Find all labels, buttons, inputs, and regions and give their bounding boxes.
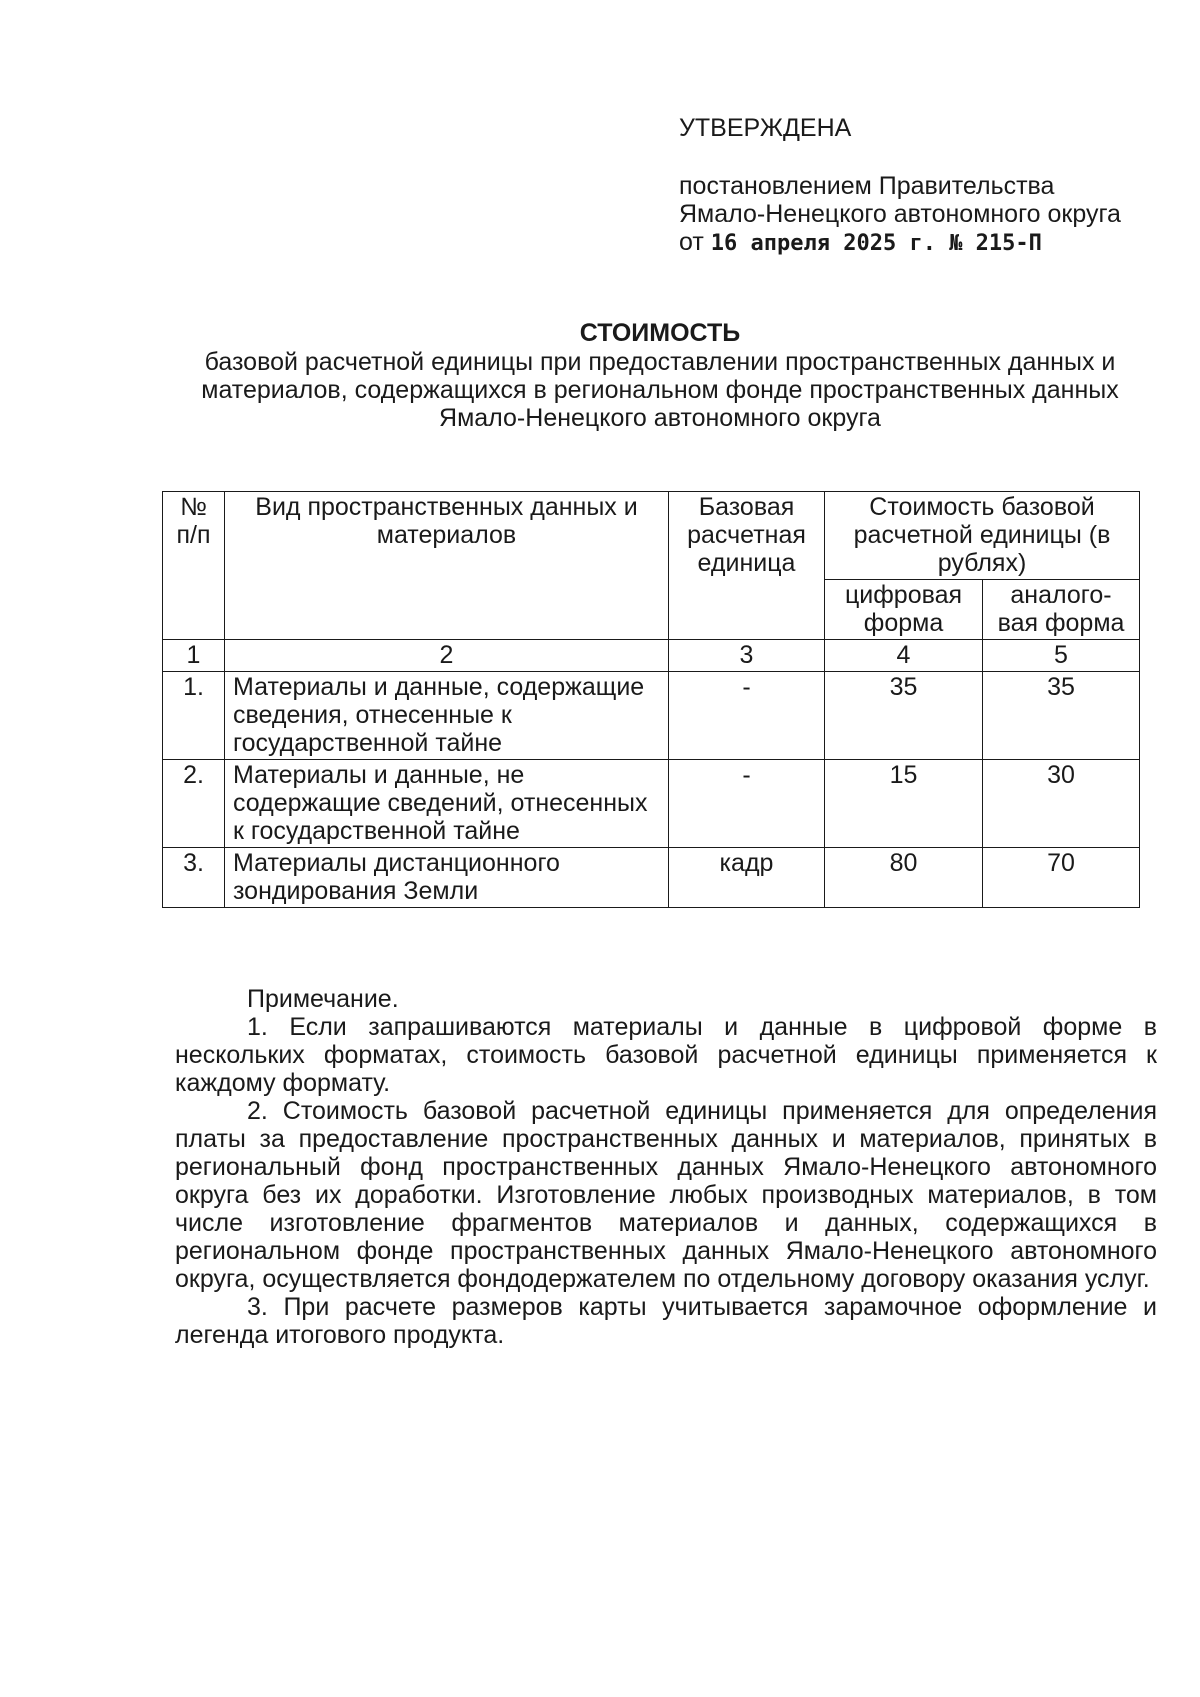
row-unit: кадр xyxy=(669,848,825,908)
title-line-1: базовой расчетной единицы при предоставлении пространственных данных и xyxy=(204,348,1116,376)
title-line-2: материалов, содержащихся в региональном фонде пространственных данных xyxy=(201,376,1119,404)
row-analog: 35 xyxy=(983,672,1140,760)
row-digital: 35 xyxy=(825,672,983,760)
table-header-row xyxy=(163,492,1140,580)
approval-line-2: Ямало-Ненецкого автономного округа xyxy=(679,200,1121,228)
column-number: 2 xyxy=(225,640,669,672)
notes-section xyxy=(175,985,1157,1349)
document-title xyxy=(160,318,1160,432)
row-num: 3. xyxy=(163,848,225,908)
approval-line-1: постановлением Правительства xyxy=(679,172,1055,200)
row-analog: 30 xyxy=(983,760,1140,848)
row-type: Материалы дистанционного зондирования Земли xyxy=(225,848,669,908)
row-type: Материалы и данные, содержащие сведения, отнесенные к государственной тайне xyxy=(225,672,669,760)
table-row xyxy=(163,848,1140,908)
note-item: 1. Если запрашиваются материалы и данные в цифровой форме в нескольких форматах, стоимость базовой расчетной единицы применяется к каждому формату. xyxy=(175,1013,1157,1097)
column-number: 3 xyxy=(669,640,825,672)
approval-status: УТВЕРЖДЕНА xyxy=(679,114,852,142)
header-analog: аналого-вая форма xyxy=(983,580,1140,640)
header-cost: Стоимость базовой расчетной единицы (в рублях) xyxy=(825,492,1140,580)
column-number: 5 xyxy=(983,640,1140,672)
row-unit: - xyxy=(669,760,825,848)
row-unit: - xyxy=(669,672,825,760)
header-unit: Базовая расчетная единица xyxy=(669,492,825,640)
notes-title: Примечание. xyxy=(247,985,399,1013)
title-heading: СТОИМОСТЬ xyxy=(579,319,741,347)
row-type: Материалы и данные, не содержащие сведений, отнесенных к государственной тайне xyxy=(225,760,669,848)
note-item: 2. Стоимость базовой расчетной единицы применяется для определения платы за предоставление пространственных данных и материалов, принятых в региональный фонд пространственных данных Ямало-Ненецкого автономного округа без их доработки. Изготовление любых производных материалов, в том числе изготовление фрагментов материалов и данных, содержащихся в региональном фонде пространственных данных Ямало-Ненецкого автономного округа, осуществляется фондодержателем по отдельному договору оказания услуг. xyxy=(175,1097,1157,1293)
approval-decree-line xyxy=(679,228,1159,258)
header-type: Вид пространственных данных и материалов xyxy=(225,492,669,640)
table-row xyxy=(163,672,1140,760)
table-row xyxy=(163,760,1140,848)
column-numbers-row xyxy=(163,640,1140,672)
header-digital: цифровая форма xyxy=(825,580,983,640)
column-number: 4 xyxy=(825,640,983,672)
column-number: 1 xyxy=(163,640,225,672)
cost-table xyxy=(162,491,1140,908)
row-digital: 80 xyxy=(825,848,983,908)
approval-stamp xyxy=(679,114,1159,258)
header-num: № п/п xyxy=(163,492,225,640)
row-num: 1. xyxy=(163,672,225,760)
note-item: 3. При расчете размеров карты учитывается зарамочное оформление и легенда итогового продукта. xyxy=(175,1293,1157,1349)
row-num: 2. xyxy=(163,760,225,848)
decree-number: 16 апреля 2025 г. № 215-П xyxy=(710,231,1042,256)
row-analog: 70 xyxy=(983,848,1140,908)
approval-from-prefix: от xyxy=(679,228,704,256)
row-digital: 15 xyxy=(825,760,983,848)
title-line-3: Ямало-Ненецкого автономного округа xyxy=(439,404,881,432)
